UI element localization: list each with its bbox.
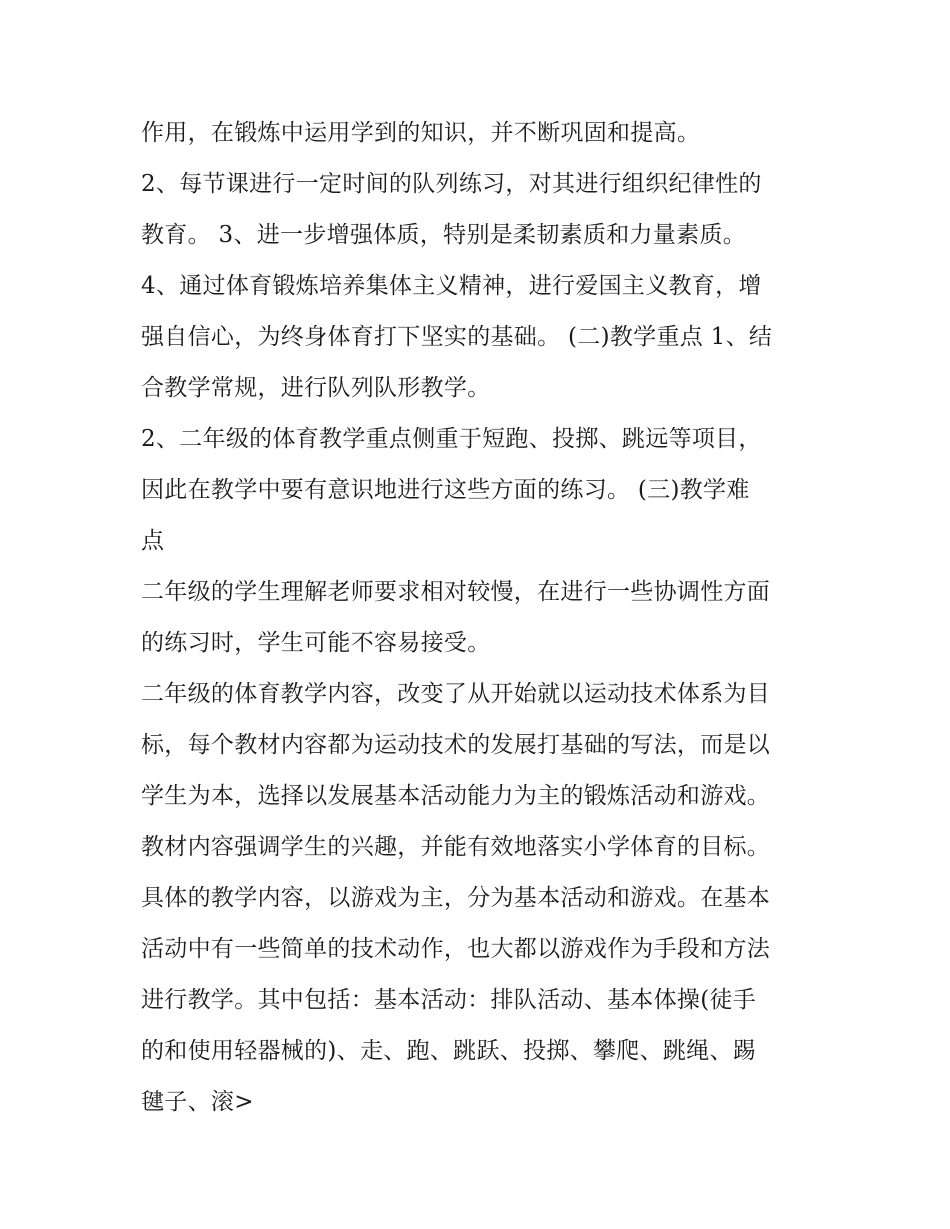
text-line: 学生为本，选择以发展基本活动能力为主的锻炼活动和游戏。 xyxy=(141,783,771,809)
text-line: 合教学常规，进行队列队形教学。 xyxy=(141,375,491,401)
text-line: 二年级的学生理解老师要求相对较慢，在进行一些协调性方面 xyxy=(141,579,771,605)
text-line: 标，每个教材内容都为运动技术的发展打基础的写法，而是以 xyxy=(141,732,771,758)
text-line: 点 xyxy=(141,528,165,554)
text-line: 2、二年级的体育教学重点侧重于短跑、投掷、跳远等项目， xyxy=(141,426,762,452)
text-line: 的和使用轻器械的)、走、跑、跳跃、投掷、攀爬、跳绳、踢 xyxy=(141,1038,757,1064)
text-line: 4、通过体育锻炼培养集体主义精神，进行爱国主义教育，增 xyxy=(141,273,762,299)
text-line: 进行教学。其中包括：基本活动：排队活动、基本体操(徒手 xyxy=(141,987,757,1013)
document-body xyxy=(141,108,821,1128)
text-line: 2、每节课进行一定时间的队列练习，对其进行组织纪律性的 xyxy=(141,171,762,197)
text-line: 作用，在锻炼中运用学到的知识，并不断巩固和提高。 xyxy=(141,120,701,146)
text-line: 毽子、滚> xyxy=(141,1089,254,1115)
text-line: 的练习时，学生可能不容易接受。 xyxy=(141,630,491,656)
text-line: 活动中有一些简单的技术动作，也大都以游戏作为手段和方法 xyxy=(141,936,771,962)
text-line: 教育。 3、进一步增强体质，特别是柔韧素质和力量素质。 xyxy=(141,222,747,248)
text-line: 具体的教学内容，以游戏为主，分为基本活动和游戏。在基本 xyxy=(141,885,771,911)
text-line: 二年级的体育教学内容，改变了从开始就以运动技术体系为目 xyxy=(141,681,771,707)
text-line: 教材内容强调学生的兴趣，并能有效地落实小学体育的目标。 xyxy=(141,834,771,860)
text-line: 强自信心，为终身体育打下坚实的基础。 (二)教学重点 1、结 xyxy=(141,324,773,350)
text-line: 因此在教学中要有意识地进行这些方面的练习。 (三)教学难 xyxy=(141,477,750,503)
